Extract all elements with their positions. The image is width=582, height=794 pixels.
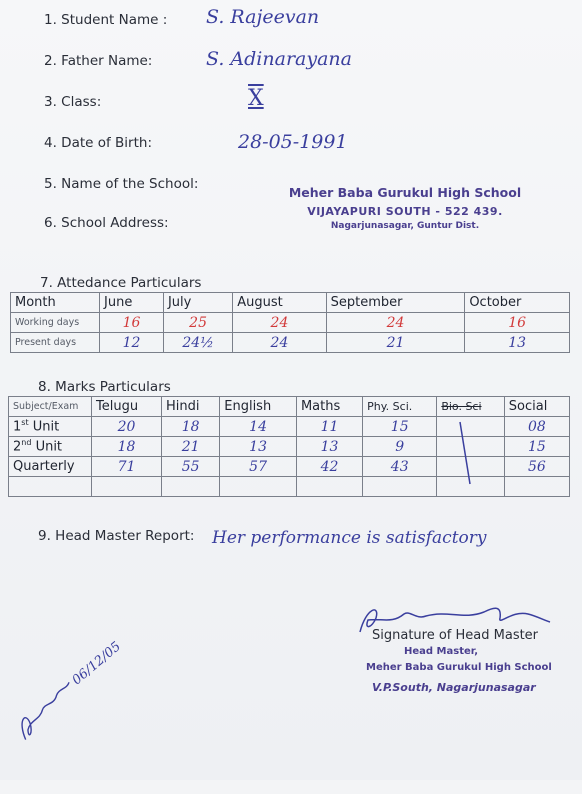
- attendance-heading: 7. Attedance Particulars: [40, 275, 202, 291]
- marks-cell: 15: [504, 437, 569, 457]
- marks-cell: 11: [296, 417, 362, 437]
- field-value-date-of-birth: 28-05-1991: [238, 131, 348, 153]
- field-value-student-name: S. Rajeevan: [206, 6, 320, 28]
- present-days-cell: 24½: [163, 333, 232, 353]
- school-stamp-line3: Nagarjunasagar, Guntur Dist.: [330, 221, 480, 231]
- marks-heading: 8. Marks Particulars: [38, 379, 171, 395]
- table-row: [11, 333, 570, 353]
- marks-cell: 08: [504, 417, 569, 437]
- table-row: [9, 417, 570, 437]
- table-row: [11, 293, 570, 313]
- table-row: [9, 437, 570, 457]
- month-october: October: [465, 293, 570, 313]
- row-label-working-days: Working days: [11, 313, 100, 333]
- present-days-cell: 12: [100, 333, 164, 353]
- head-master-report-label: 9. Head Master Report:: [38, 528, 195, 544]
- marks-cell: 71: [92, 457, 162, 477]
- working-days-cell: 24: [233, 313, 326, 333]
- signature-stamp-line1: Head Master,: [404, 646, 479, 657]
- table-row: [9, 397, 570, 417]
- field-value-class: X: [248, 86, 264, 111]
- marks-header-label: Subject/Exam: [9, 397, 92, 417]
- marks-cell: 42: [296, 457, 362, 477]
- working-days-cell: 16: [100, 313, 164, 333]
- month-july: July: [163, 293, 232, 313]
- marks-cell: 9: [363, 437, 437, 457]
- marks-cell: 15: [363, 417, 437, 437]
- marks-cell: 56: [504, 457, 569, 477]
- field-label-school-address: 6. School Address:: [44, 215, 169, 231]
- working-days-cell: 25: [163, 313, 232, 333]
- marks-cell: [92, 477, 162, 497]
- marks-cell: [363, 477, 437, 497]
- month-june: June: [100, 293, 164, 313]
- marks-cell: 20: [92, 417, 162, 437]
- attendance-table: [10, 292, 570, 353]
- field-value-father-name: S. Adinarayana: [206, 48, 352, 70]
- subject-english: English: [220, 397, 297, 417]
- marks-cell: 13: [220, 437, 297, 457]
- table-row: [9, 457, 570, 477]
- row-label-empty: [9, 477, 92, 497]
- signature-stamp-line2: Meher Baba Gurukul High School: [366, 662, 552, 673]
- corner-initials: [0, 607, 186, 794]
- table-row: [11, 313, 570, 333]
- row-label-quarterly: Quarterly: [9, 457, 92, 477]
- marks-cell: 55: [162, 457, 220, 477]
- marks-cell: 14: [220, 417, 297, 437]
- school-stamp-line2: VIJAYAPURI SOUTH - 522 439.: [307, 205, 503, 218]
- subject-social: Social: [504, 397, 569, 417]
- marks-cell: [504, 477, 569, 497]
- row-label-1st-unit: 1st Unit: [9, 417, 92, 437]
- marks-cell: 21: [162, 437, 220, 457]
- working-days-cell: 24: [326, 313, 465, 333]
- marks-cell: [220, 477, 297, 497]
- present-days-cell: 24: [233, 333, 326, 353]
- field-label-date-of-birth: 4. Date of Birth:: [44, 135, 152, 151]
- table-row: [9, 477, 570, 497]
- corner-note-date: 06/12/05: [69, 639, 124, 689]
- month-august: August: [233, 293, 326, 313]
- subject-telugu: Telugu: [92, 397, 162, 417]
- attendance-header-label: Month: [11, 293, 100, 313]
- present-days-cell: 13: [465, 333, 570, 353]
- signature-caption: Signature of Head Master: [372, 628, 539, 643]
- present-days-cell: 21: [326, 333, 465, 353]
- marks-cell: 43: [363, 457, 437, 477]
- field-label-school-name: 5. Name of the School:: [44, 176, 199, 192]
- subject-phy-sci: Phy. Sci.: [363, 397, 437, 417]
- marks-cell: 18: [162, 417, 220, 437]
- signature-stamp-line3: V.P.South, Nagarjunasagar: [372, 681, 536, 694]
- subject-maths: Maths: [296, 397, 362, 417]
- marks-cell: 57: [220, 457, 297, 477]
- working-days-cell: 16: [465, 313, 570, 333]
- marks-cell: [296, 477, 362, 497]
- bio-sci-slash-mark: [454, 418, 480, 488]
- marks-cell: 18: [92, 437, 162, 457]
- marks-cell: 13: [296, 437, 362, 457]
- marks-cell: [162, 477, 220, 497]
- month-september: September: [326, 293, 465, 313]
- head-master-report-value: Her performance is satisfactory: [212, 528, 487, 548]
- field-label-student-name: 1. Student Name :: [44, 12, 168, 28]
- row-label-present-days: Present days: [11, 333, 100, 353]
- field-label-father-name: 2. Father Name:: [44, 53, 153, 69]
- school-stamp-line1: Meher Baba Gurukul High School: [288, 185, 522, 200]
- row-label-2nd-unit: 2nd Unit: [9, 437, 92, 457]
- subject-bio-sci: Bio. Sci: [437, 397, 504, 417]
- subject-hindi: Hindi: [162, 397, 220, 417]
- marks-table: [8, 396, 570, 497]
- field-label-class: 3. Class:: [44, 94, 102, 110]
